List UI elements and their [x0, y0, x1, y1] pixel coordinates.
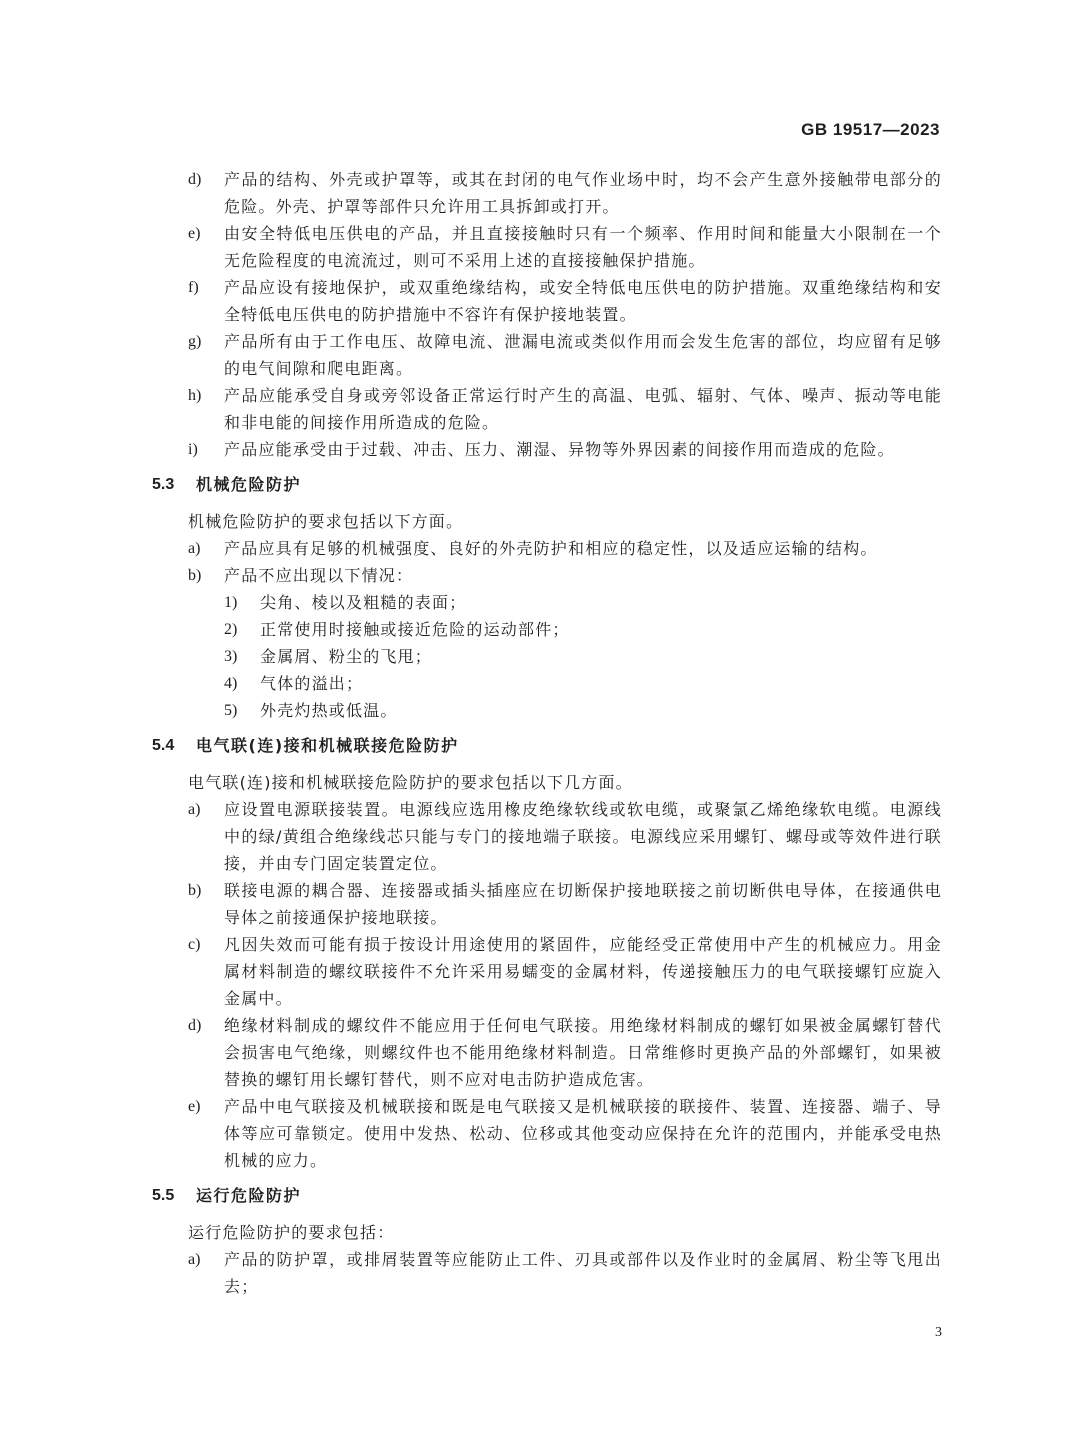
item-marker: e) [188, 225, 201, 242]
item-marker: i) [188, 441, 198, 458]
section-intro: 机械危险防护的要求包括以下方面。 [188, 512, 464, 531]
sub-item-marker: 4) [224, 675, 238, 692]
list-item-c [152, 931, 942, 1012]
list-item-g [152, 328, 942, 382]
item-marker: b) [188, 567, 202, 584]
item-marker: b) [188, 882, 202, 899]
list-item-b [152, 562, 942, 589]
item-marker: g) [188, 333, 202, 350]
section-title: 运行危险防护 [196, 1186, 302, 1205]
section-title: 机械危险防护 [196, 475, 302, 494]
item-text: 产品中电气联接及机械联接和既是电气联接又是机械联接的联接件、装置、连接器、端子、导体等应可靠锁定。使用中发热、松动、位移或其他变动应保持在允许的范围内，并能承受电热机械的应力。 [224, 1097, 942, 1170]
item-text: 产品应具有足够的机械强度、良好的外壳防护和相应的稳定性，以及适应运输的结构。 [224, 539, 878, 558]
item-marker: c) [188, 936, 201, 953]
item-text: 应设置电源联接装置。电源线应选用橡皮绝缘软线或软电缆，或聚氯乙烯绝缘软电缆。电源线中的绿/黄组合绝缘线芯只能与专门的接地端子联接。电源线应采用螺钉、螺母或等效件进行联接，并由专门固定装置定位。 [224, 800, 942, 873]
standard-code: GB 19517—2023 [801, 120, 940, 139]
list-item-d [152, 166, 942, 220]
list-item-f [152, 274, 942, 328]
document-body [152, 166, 942, 1300]
section-heading-5-5 [152, 1182, 942, 1209]
sub-item-text: 正常使用时接触或接近危险的运动部件； [260, 620, 570, 639]
list-item-a [152, 535, 942, 562]
list-item-a [152, 1246, 942, 1300]
list-item-i [152, 436, 942, 463]
item-text: 产品的防护罩，或排屑装置等应能防止工件、刃具或部件以及作业时的金属屑、粉尘等飞甩出去； [224, 1250, 942, 1296]
item-marker: d) [188, 1017, 202, 1034]
item-text: 联接电源的耦合器、连接器或插头插座应在切断保护接地联接之前切断供电导体，在接通供电导体之前接通保护接地联接。 [224, 881, 942, 927]
item-marker: d) [188, 171, 202, 188]
section-number: 5.5 [152, 1187, 175, 1204]
item-text: 产品不应出现以下情况： [224, 566, 414, 585]
item-text: 绝缘材料制成的螺纹件不能应用于任何电气联接。用绝缘材料制成的螺钉如果被金属螺钉替代会损害电气绝缘，则螺纹件也不能用绝缘材料制造。日常维修时更换产品的外部螺钉，如果被替换的螺钉用长螺钉替代，则不应对电击防护造成危害。 [224, 1016, 942, 1089]
sub-item-2 [152, 616, 942, 643]
item-text: 凡因失效而可能有损于按设计用途使用的紧固件，应能经受正常使用中产生的机械应力。用金属材料制造的螺纹联接件不允许采用易蠕变的金属材料，传递接触压力的电气联接螺钉应旋入金属中。 [224, 935, 942, 1008]
item-text: 产品所有由于工作电压、故障电流、泄漏电流或类似作用而会发生危害的部位，均应留有足够的电气间隙和爬电距离。 [224, 332, 942, 378]
sub-item-5 [152, 697, 942, 724]
section-intro: 电气联(连)接和机械联接危险防护的要求包括以下几方面。 [188, 773, 633, 792]
section-intro: 运行危险防护的要求包括： [188, 1223, 395, 1242]
sub-item-text: 外壳灼热或低温。 [260, 701, 398, 720]
sub-item-text: 气体的溢出； [260, 674, 364, 693]
item-marker: a) [188, 1251, 201, 1268]
item-text: 产品的结构、外壳或护罩等，或其在封闭的电气作业场中时，均不会产生意外接触带电部分的危险。外壳、护罩等部件只允许用工具拆卸或打开。 [224, 170, 942, 216]
sub-item-3 [152, 643, 942, 670]
list-item-e [152, 220, 942, 274]
sub-item-text: 尖角、棱以及粗糙的表面； [260, 593, 467, 612]
section-title: 电气联(连)接和机械联接危险防护 [196, 736, 459, 755]
item-marker: a) [188, 540, 201, 557]
item-text: 由安全特低电压供电的产品，并且直接接触时只有一个频率、作用时间和能量大小限制在一个无危险程度的电流流过，则可不采用上述的直接接触保护措施。 [224, 224, 942, 270]
sub-item-marker: 2) [224, 621, 238, 638]
item-text: 产品应能承受自身或旁邻设备正常运行时产生的高温、电弧、辐射、气体、噪声、振动等电能和非电能的间接作用所造成的危险。 [224, 386, 942, 432]
list-item-b [152, 877, 942, 931]
list-item-h [152, 382, 942, 436]
list-item-a [152, 796, 942, 877]
sub-item-4 [152, 670, 942, 697]
section-heading-5-3 [152, 471, 942, 498]
list-item-d [152, 1012, 942, 1093]
section-number: 5.4 [152, 737, 175, 754]
item-marker: e) [188, 1098, 201, 1115]
item-marker: h) [188, 387, 202, 404]
sub-item-text: 金属屑、粉尘的飞甩； [260, 647, 433, 666]
sub-item-marker: 1) [224, 594, 238, 611]
item-text: 产品应能承受由于过载、冲击、压力、潮湿、异物等外界因素的间接作用而造成的危险。 [224, 440, 895, 459]
sub-item-1 [152, 589, 942, 616]
section-number: 5.3 [152, 476, 175, 493]
item-text: 产品应设有接地保护，或双重绝缘结构，或安全特低电压供电的防护措施。双重绝缘结构和安全特低电压供电的防护措施中不容许有保护接地装置。 [224, 278, 942, 324]
sub-item-marker: 5) [224, 702, 238, 719]
list-item-e [152, 1093, 942, 1174]
item-marker: a) [188, 801, 201, 818]
sub-item-marker: 3) [224, 648, 238, 665]
section-heading-5-4 [152, 732, 942, 759]
item-marker: f) [188, 279, 199, 296]
page-number: 3 [935, 1325, 942, 1340]
